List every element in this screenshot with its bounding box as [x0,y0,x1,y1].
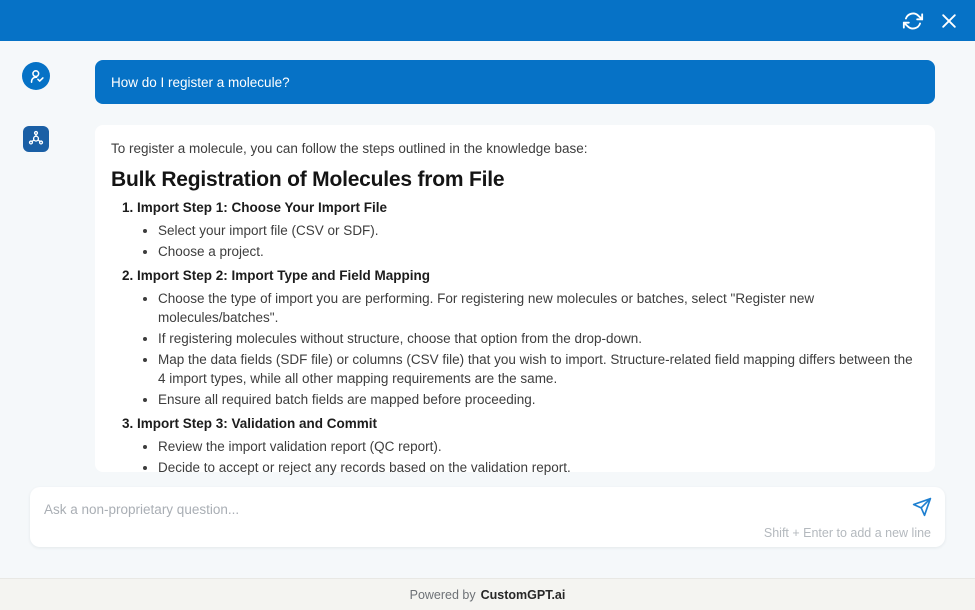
step-title: Import Step 2: Import Type and Field Mapping [137,268,431,283]
bot-response-card [95,125,935,475]
step-bullets [137,289,919,409]
step-title: Import Step 1: Choose Your Import File [137,200,388,215]
question-input-container [30,487,945,547]
bot-avatar [23,126,49,152]
list-item: • Ensure all required batch fields are mapped before proceeding. [158,390,919,409]
step-bullets [137,437,919,477]
molecule-icon [27,130,45,148]
step-title: Import Step 3: Validation and Commit [137,416,378,431]
list-item [137,266,919,409]
list-item: • Review the import validation report (QC report). [158,437,919,456]
send-icon[interactable] [912,497,932,517]
powered-by-footer [0,578,975,610]
user-message-text: How do I register a molecule? [111,74,290,90]
list-item [137,414,919,477]
list-item: • Map the data fields (SDF file) or columns (CSV file) that you wish to import. Structure-related field mapping differs between the 4 import types, while all other mapping requirements are the same. [158,350,919,388]
list-item: • Select your import file (CSV or SDF). [158,221,919,240]
powered-by-text: Powered by [409,587,476,602]
chat-header [0,0,975,41]
bot-intro-text: To register a molecule, you can follow the steps outlined in the knowledge base: [111,141,588,156]
import-steps-list [111,198,919,477]
user-avatar [22,62,50,90]
input-hint-text: Shift + Enter to add a new line [763,526,931,540]
brand-name[interactable]: CustomGPT.ai [480,587,566,602]
list-item: • If registering molecules without structure, choose that option from the drop-down. [158,329,919,348]
list-item: • Choose the type of import you are performing. For registering new molecules or batches, select "Register new molecules/batches". [158,289,919,327]
user-message-bubble [95,60,935,104]
list-item: • Decide to accept or reject any records based on the validation report. [158,458,919,477]
list-item [137,198,919,261]
refresh-icon[interactable] [903,11,923,31]
close-icon[interactable] [939,11,959,31]
section-title-bulk-registration: Bulk Registration of Molecules from File [111,168,505,191]
step-bullets [137,221,919,261]
list-item: • Choose a project. [158,242,919,261]
user-check-icon [28,68,45,85]
question-input[interactable] [30,487,890,521]
